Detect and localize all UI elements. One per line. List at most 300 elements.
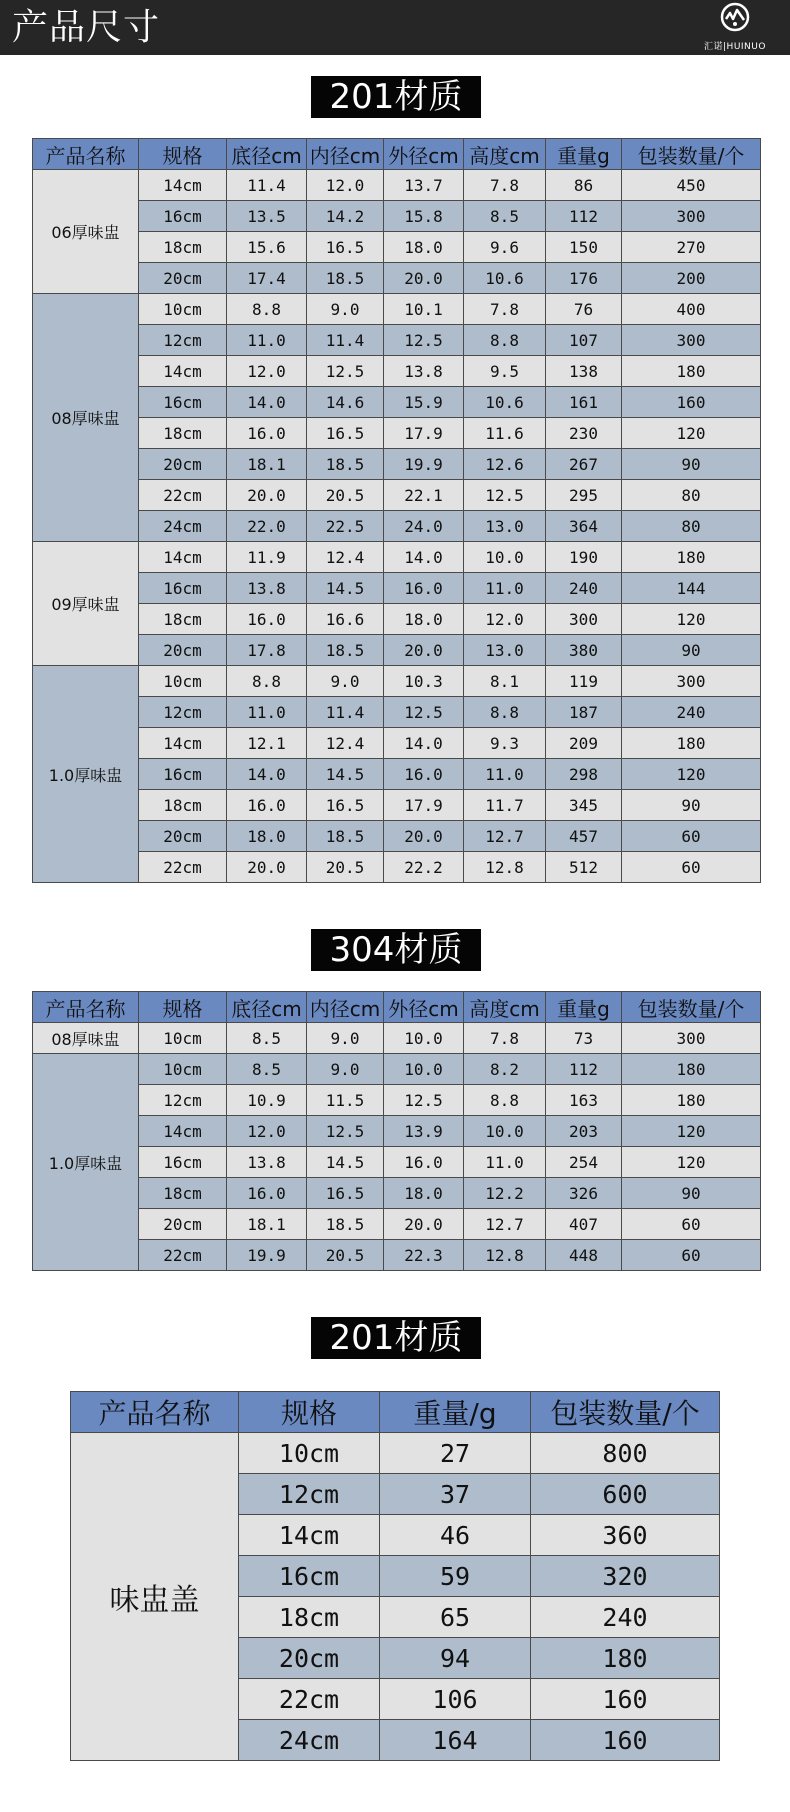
table-cell: 18cm	[139, 604, 227, 635]
table-cell: 12.0	[227, 356, 307, 387]
table-cell: 13.0	[464, 635, 546, 666]
table-cell: 112	[546, 1054, 622, 1085]
table-cell: 10.3	[384, 666, 464, 697]
table-cell: 163	[546, 1085, 622, 1116]
table-row	[33, 666, 761, 697]
table-cell: 16cm	[139, 759, 227, 790]
table-row	[33, 387, 761, 418]
table-cell: 16.0	[384, 573, 464, 604]
table-cell: 10.6	[464, 263, 546, 294]
column-header: 重量g	[546, 992, 622, 1023]
table-cell: 12.7	[464, 1209, 546, 1240]
table-cell: 12.4	[307, 728, 384, 759]
table-cell: 18.0	[384, 1178, 464, 1209]
table-cell: 14cm	[139, 542, 227, 573]
table-cell: 12.5	[384, 325, 464, 356]
table-cell: 176	[546, 263, 622, 294]
table-cell: 18.1	[227, 1209, 307, 1240]
table-cell: 7.8	[464, 1023, 546, 1054]
table-cell: 8.8	[227, 294, 307, 325]
table-cell: 11.5	[307, 1085, 384, 1116]
table-cell: 180	[531, 1638, 720, 1679]
table-cell: 15.6	[227, 232, 307, 263]
product-name-cell: 06厚味盅	[33, 170, 139, 294]
table-cell: 240	[546, 573, 622, 604]
table-cell: 14.5	[307, 573, 384, 604]
table-cell: 12.2	[464, 1178, 546, 1209]
table-cell: 14.2	[307, 201, 384, 232]
table-cell: 18cm	[139, 1178, 227, 1209]
table-cell: 13.8	[227, 573, 307, 604]
table-cell: 10.0	[464, 542, 546, 573]
table-cell: 180	[622, 728, 761, 759]
table-cell: 450	[622, 170, 761, 201]
table-cell: 90	[622, 790, 761, 821]
page-header	[0, 0, 790, 55]
table-cell: 11.6	[464, 418, 546, 449]
table-row	[33, 1147, 761, 1178]
table-cell: 13.7	[384, 170, 464, 201]
table-cell: 14cm	[139, 170, 227, 201]
table-cell: 13.9	[384, 1116, 464, 1147]
table-row	[33, 1240, 761, 1271]
section-title-201-lid: 201材质	[311, 1317, 481, 1359]
column-header: 内径cm	[307, 992, 384, 1023]
table-cell: 16.0	[384, 1147, 464, 1178]
table-cell: 20.5	[307, 1240, 384, 1271]
table-row	[33, 852, 761, 883]
table-cell: 13.8	[227, 1147, 307, 1178]
table-cell: 14.5	[307, 759, 384, 790]
table-cell: 12.0	[227, 1116, 307, 1147]
table-cell: 320	[531, 1556, 720, 1597]
table-cell: 27	[380, 1433, 531, 1474]
table-row	[33, 1023, 761, 1054]
page-title: 产品尺寸	[12, 7, 161, 48]
table-row	[33, 201, 761, 232]
table-row	[33, 325, 761, 356]
table-cell: 120	[622, 1116, 761, 1147]
table-cell: 200	[622, 263, 761, 294]
table-cell: 13.0	[464, 511, 546, 542]
table-cell: 20.5	[307, 852, 384, 883]
table-cell: 10cm	[139, 666, 227, 697]
table-cell: 18.5	[307, 1209, 384, 1240]
table-cell: 10.0	[384, 1054, 464, 1085]
table-cell: 112	[546, 201, 622, 232]
table-cell: 12.8	[464, 1240, 546, 1271]
column-header: 规格	[139, 139, 227, 170]
column-header: 高度cm	[464, 139, 546, 170]
table-cell: 160	[622, 387, 761, 418]
table-cell: 16.6	[307, 604, 384, 635]
table-cell: 9.0	[307, 1023, 384, 1054]
table-header-row	[33, 992, 761, 1023]
table-cell: 16cm	[139, 387, 227, 418]
table-cell: 20cm	[239, 1638, 380, 1679]
table-cell: 12.8	[464, 852, 546, 883]
table-cell: 18.1	[227, 449, 307, 480]
column-header: 外径cm	[384, 139, 464, 170]
column-header: 重量/g	[380, 1392, 531, 1433]
table-cell: 9.0	[307, 666, 384, 697]
table-cell: 22cm	[139, 852, 227, 883]
product-name-cell: 08厚味盅	[33, 294, 139, 542]
table-cell: 94	[380, 1638, 531, 1679]
table-cell: 187	[546, 697, 622, 728]
logo-icon	[720, 2, 750, 32]
table-cell: 12cm	[139, 325, 227, 356]
table-cell: 300	[622, 1023, 761, 1054]
table-cell: 20.0	[384, 263, 464, 294]
table-cell: 8.5	[227, 1054, 307, 1085]
table-cell: 90	[622, 449, 761, 480]
table-cell: 144	[622, 573, 761, 604]
table-cell: 270	[622, 232, 761, 263]
table-cell: 18cm	[139, 790, 227, 821]
table-cell: 180	[622, 1054, 761, 1085]
table-cell: 7.8	[464, 294, 546, 325]
table-cell: 17.9	[384, 418, 464, 449]
table-cell: 17.8	[227, 635, 307, 666]
table-cell: 11.4	[307, 325, 384, 356]
table-cell: 16.5	[307, 790, 384, 821]
table-cell: 17.4	[227, 263, 307, 294]
table-cell: 209	[546, 728, 622, 759]
column-header: 产品名称	[71, 1392, 239, 1433]
table-cell: 203	[546, 1116, 622, 1147]
table-cell: 24cm	[239, 1720, 380, 1761]
table-cell: 20cm	[139, 1209, 227, 1240]
product-name-cell: 1.0厚味盅	[33, 666, 139, 883]
column-header: 包装数量/个	[622, 992, 761, 1023]
table-cell: 267	[546, 449, 622, 480]
table-cell: 22.5	[307, 511, 384, 542]
table-cell: 14.0	[227, 759, 307, 790]
product-name-cell: 08厚味盅	[33, 1023, 139, 1054]
table-row	[33, 170, 761, 201]
table-cell: 12.6	[464, 449, 546, 480]
table-cell: 448	[546, 1240, 622, 1271]
table-cell: 8.8	[227, 666, 307, 697]
table-row	[33, 1054, 761, 1085]
table-cell: 12.0	[464, 604, 546, 635]
table-cell: 16.5	[307, 1178, 384, 1209]
table-cell: 16cm	[239, 1556, 380, 1597]
table-cell: 164	[380, 1720, 531, 1761]
table-cell: 120	[622, 759, 761, 790]
table-cell: 18.5	[307, 449, 384, 480]
table-cell: 22.3	[384, 1240, 464, 1271]
table-cell: 14cm	[139, 356, 227, 387]
column-header: 规格	[139, 992, 227, 1023]
table-cell: 76	[546, 294, 622, 325]
table-cell: 16.0	[227, 790, 307, 821]
table-cell: 16cm	[139, 1147, 227, 1178]
table-row	[33, 449, 761, 480]
table-cell: 20.5	[307, 480, 384, 511]
table-cell: 20.0	[384, 635, 464, 666]
table-row	[33, 790, 761, 821]
table-cell: 8.5	[464, 201, 546, 232]
table-cell: 14cm	[139, 1116, 227, 1147]
logo-text: 汇诺|HUINUO	[704, 42, 766, 52]
table-cell: 18cm	[139, 232, 227, 263]
table-cell: 380	[546, 635, 622, 666]
column-header: 内径cm	[307, 139, 384, 170]
table-cell: 326	[546, 1178, 622, 1209]
table-cell: 59	[380, 1556, 531, 1597]
table-row	[33, 511, 761, 542]
table-cell: 22cm	[139, 480, 227, 511]
table-cell: 119	[546, 666, 622, 697]
table-cell: 11.0	[227, 325, 307, 356]
section-title-201: 201材质	[311, 76, 481, 118]
table-cell: 120	[622, 1147, 761, 1178]
table-cell: 19.9	[384, 449, 464, 480]
table-cell: 360	[531, 1515, 720, 1556]
table-cell: 107	[546, 325, 622, 356]
table-cell: 12.0	[307, 170, 384, 201]
table-cell: 160	[531, 1679, 720, 1720]
table-cell: 22cm	[239, 1679, 380, 1720]
table-cell: 10.0	[384, 1023, 464, 1054]
table-row	[33, 356, 761, 387]
table-cell: 24.0	[384, 511, 464, 542]
table-cell: 22.0	[227, 511, 307, 542]
table-cell: 300	[622, 201, 761, 232]
table-cell: 86	[546, 170, 622, 201]
table-cell: 8.2	[464, 1054, 546, 1085]
table-cell: 18.0	[227, 821, 307, 852]
table-cell: 10.0	[464, 1116, 546, 1147]
table-cell: 9.6	[464, 232, 546, 263]
table-cell: 138	[546, 356, 622, 387]
table-row	[33, 728, 761, 759]
table-cell: 11.0	[464, 1147, 546, 1178]
table-cell: 20.0	[384, 821, 464, 852]
table-cell: 600	[531, 1474, 720, 1515]
table-cell: 12cm	[139, 697, 227, 728]
table-cell: 16.5	[307, 232, 384, 263]
table-row	[33, 1116, 761, 1147]
table-cell: 180	[622, 356, 761, 387]
table-cell: 295	[546, 480, 622, 511]
table-cell: 9.5	[464, 356, 546, 387]
product-name-cell: 味盅盖	[71, 1433, 239, 1761]
brand-logo	[698, 2, 772, 52]
table-row	[33, 1178, 761, 1209]
table-cell: 11.0	[464, 573, 546, 604]
table-cell: 18cm	[239, 1597, 380, 1638]
table-cell: 18.0	[384, 232, 464, 263]
table-cell: 73	[546, 1023, 622, 1054]
table-cell: 16.0	[384, 759, 464, 790]
table-cell: 12cm	[139, 1085, 227, 1116]
table-row	[33, 232, 761, 263]
table-row	[33, 697, 761, 728]
table-cell: 15.8	[384, 201, 464, 232]
table-cell: 12cm	[239, 1474, 380, 1515]
spec-table-201	[32, 138, 761, 883]
table-cell: 16.0	[227, 1178, 307, 1209]
table-cell: 12.5	[307, 1116, 384, 1147]
table-cell: 12.7	[464, 821, 546, 852]
table-cell: 16.0	[227, 418, 307, 449]
table-header-row	[71, 1392, 720, 1433]
table-cell: 7.8	[464, 170, 546, 201]
table-cell: 230	[546, 418, 622, 449]
table-cell: 16cm	[139, 201, 227, 232]
table-cell: 8.8	[464, 697, 546, 728]
column-header: 外径cm	[384, 992, 464, 1023]
table-cell: 11.4	[227, 170, 307, 201]
column-header: 底径cm	[227, 992, 307, 1023]
table-row	[33, 294, 761, 325]
table-cell: 300	[546, 604, 622, 635]
table-cell: 190	[546, 542, 622, 573]
table-cell: 10.6	[464, 387, 546, 418]
table-row	[33, 542, 761, 573]
section-title-304: 304材质	[311, 929, 481, 971]
table-cell: 80	[622, 511, 761, 542]
table-cell: 150	[546, 232, 622, 263]
spec-table-304	[32, 991, 761, 1271]
table-cell: 9.0	[307, 294, 384, 325]
lid-table-201	[70, 1391, 720, 1761]
table-cell: 14.0	[384, 728, 464, 759]
table-cell: 14cm	[239, 1515, 380, 1556]
table-cell: 11.7	[464, 790, 546, 821]
table-cell: 10.9	[227, 1085, 307, 1116]
table-cell: 37	[380, 1474, 531, 1515]
table-cell: 16cm	[139, 573, 227, 604]
table-cell: 11.9	[227, 542, 307, 573]
table-cell: 14.6	[307, 387, 384, 418]
table-cell: 11.4	[307, 697, 384, 728]
table-cell: 18.5	[307, 635, 384, 666]
table-cell: 16.5	[307, 418, 384, 449]
table-cell: 120	[622, 604, 761, 635]
table-header-row	[33, 139, 761, 170]
table-cell: 14.0	[227, 387, 307, 418]
table-cell: 19.9	[227, 1240, 307, 1271]
table-cell: 90	[622, 635, 761, 666]
table-row	[33, 1209, 761, 1240]
table-cell: 120	[622, 418, 761, 449]
table-row	[33, 1085, 761, 1116]
table-cell: 22.2	[384, 852, 464, 883]
table-cell: 14.5	[307, 1147, 384, 1178]
column-header: 规格	[239, 1392, 380, 1433]
table-cell: 24cm	[139, 511, 227, 542]
table-cell: 22cm	[139, 1240, 227, 1271]
table-cell: 254	[546, 1147, 622, 1178]
table-cell: 300	[622, 325, 761, 356]
table-cell: 46	[380, 1515, 531, 1556]
table-cell: 20cm	[139, 635, 227, 666]
table-cell: 16.0	[227, 604, 307, 635]
column-header: 重量g	[546, 139, 622, 170]
column-header: 底径cm	[227, 139, 307, 170]
table-row	[33, 635, 761, 666]
table-cell: 11.0	[464, 759, 546, 790]
table-cell: 161	[546, 387, 622, 418]
table-row	[71, 1433, 720, 1474]
table-cell: 20cm	[139, 449, 227, 480]
table-row	[33, 759, 761, 790]
table-cell: 9.0	[307, 1054, 384, 1085]
table-cell: 180	[622, 1085, 761, 1116]
table-cell: 20.0	[384, 1209, 464, 1240]
table-cell: 10cm	[139, 1054, 227, 1085]
table-cell: 106	[380, 1679, 531, 1720]
table-cell: 12.5	[307, 356, 384, 387]
column-header: 产品名称	[33, 139, 139, 170]
table-cell: 160	[531, 1720, 720, 1761]
table-cell: 345	[546, 790, 622, 821]
table-cell: 65	[380, 1597, 531, 1638]
table-cell: 12.1	[227, 728, 307, 759]
table-cell: 364	[546, 511, 622, 542]
table-row	[33, 418, 761, 449]
table-cell: 60	[622, 821, 761, 852]
table-cell: 12.4	[307, 542, 384, 573]
table-cell: 18.5	[307, 263, 384, 294]
table-cell: 13.5	[227, 201, 307, 232]
table-cell: 457	[546, 821, 622, 852]
table-cell: 60	[622, 1240, 761, 1271]
table-cell: 407	[546, 1209, 622, 1240]
table-cell: 240	[622, 697, 761, 728]
column-header: 包装数量/个	[531, 1392, 720, 1433]
table-cell: 14cm	[139, 728, 227, 759]
table-cell: 60	[622, 852, 761, 883]
table-cell: 800	[531, 1433, 720, 1474]
table-cell: 400	[622, 294, 761, 325]
table-row	[33, 480, 761, 511]
column-header: 包装数量/个	[622, 139, 761, 170]
table-cell: 8.5	[227, 1023, 307, 1054]
table-cell: 20.0	[227, 852, 307, 883]
table-cell: 20cm	[139, 263, 227, 294]
table-cell: 18cm	[139, 418, 227, 449]
table-cell: 240	[531, 1597, 720, 1638]
table-cell: 12.5	[384, 1085, 464, 1116]
column-header: 产品名称	[33, 992, 139, 1023]
table-cell: 20cm	[139, 821, 227, 852]
table-cell: 15.9	[384, 387, 464, 418]
table-cell: 300	[622, 666, 761, 697]
table-cell: 60	[622, 1209, 761, 1240]
product-name-cell: 1.0厚味盅	[33, 1054, 139, 1271]
table-cell: 12.5	[464, 480, 546, 511]
table-cell: 18.5	[307, 821, 384, 852]
table-cell: 298	[546, 759, 622, 790]
table-cell: 10cm	[139, 294, 227, 325]
table-cell: 10.1	[384, 294, 464, 325]
table-cell: 90	[622, 1178, 761, 1209]
table-cell: 22.1	[384, 480, 464, 511]
table-cell: 10cm	[139, 1023, 227, 1054]
table-row	[33, 604, 761, 635]
table-cell: 14.0	[384, 542, 464, 573]
table-cell: 180	[622, 542, 761, 573]
table-cell: 80	[622, 480, 761, 511]
table-cell: 18.0	[384, 604, 464, 635]
product-name-cell: 09厚味盅	[33, 542, 139, 666]
table-cell: 13.8	[384, 356, 464, 387]
